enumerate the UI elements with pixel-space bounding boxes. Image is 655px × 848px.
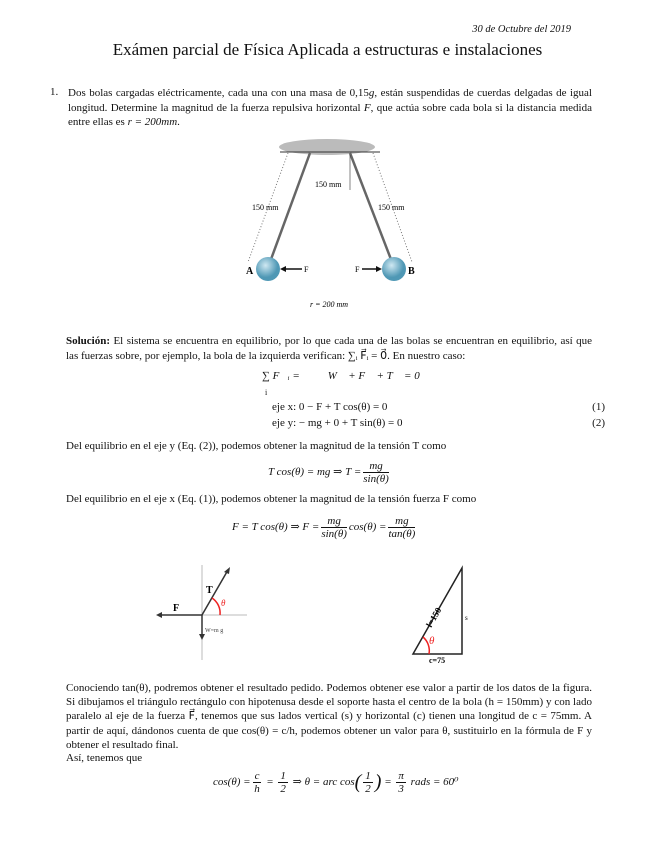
page-title: Exámen parcial de Física Aplicada a estructuras e instalaciones bbox=[112, 40, 543, 59]
var: g bbox=[368, 87, 375, 99]
numerator: mg bbox=[388, 515, 415, 528]
conclusion-paragraph: Conociendo tan(θ), podremos obtener el resultado pedido. Podemos obtener ese valor a partir de los datos de la figura. Si dibujamos el triángulo rectángulo con hipotenusa desde el soporte hasta el centro de la bola (h = 150mm) y con lado paralelo al eje de la fuerza F⃗, tenemos que sus lados vertical (s) y horizontal (c) tienen una longitud de c = 75mm. A partir de aquí, dándonos cuenta de que cos(θ) = c/h, podemos obtener un valor para θ, sustituirlo en la fórmula de F y obtener el resultado final. bbox=[66, 682, 592, 751]
text: El sistema se encuentra en equilibrio, por lo que cada una de las bolas se encuentran en equilibrio, así que las fuerzas sobre, por ejemplo, la bola de la izquierda verifican: ∑ᵢ F⃗ᵢ = 0⃗. En nuestro caso: bbox=[66, 335, 592, 362]
numerator: 1 bbox=[280, 770, 286, 782]
ceiling bbox=[279, 139, 375, 155]
text-force: Del equilibrio en el eje x (Eq. (1)), podemos obtener la magnitud de la tensión fuerza F como bbox=[66, 493, 477, 505]
ball-a bbox=[256, 257, 280, 281]
equation-sum bbox=[262, 370, 428, 382]
label-s: s bbox=[465, 614, 468, 622]
label-w: W=m g bbox=[205, 628, 224, 634]
text-asi: Así, tenemos que bbox=[66, 752, 143, 764]
triangle-diagram bbox=[405, 562, 485, 667]
text: W⃗ + F⃗ + T⃗ = 0⃗ bbox=[327, 370, 429, 382]
equation-tension bbox=[268, 460, 391, 485]
solution-heading: Solución: bbox=[66, 335, 111, 347]
force-right-label: F bbox=[355, 265, 360, 274]
numerator: mg bbox=[363, 460, 389, 473]
text: Dos bolas cargadas eléctricamente, cada una con una masa de 0,15 bbox=[68, 87, 369, 99]
denominator: tan(θ) bbox=[388, 528, 416, 540]
equation-number-1: (1) bbox=[592, 401, 605, 413]
text: ⇒ θ = arc cos bbox=[292, 776, 355, 789]
label-hypotenuse: l=150 bbox=[424, 605, 444, 629]
denominator: sin(θ) bbox=[363, 473, 389, 485]
label-right: 150 mm bbox=[378, 203, 405, 212]
text: , que actúa sobre cada bola si la distancia medida entre ellas es bbox=[68, 101, 592, 129]
solution-intro bbox=[66, 334, 592, 363]
angle-arc bbox=[212, 598, 220, 615]
denominator: h bbox=[254, 783, 260, 795]
free-body-diagram bbox=[150, 560, 260, 665]
var: F bbox=[363, 101, 371, 114]
pendulum-figure bbox=[230, 135, 430, 310]
label-theta: θ bbox=[429, 635, 435, 647]
label-c: c=75 bbox=[429, 656, 446, 665]
text: cos(θ) = bbox=[348, 521, 387, 534]
label-b: B bbox=[408, 266, 415, 277]
final-equation: cos(θ) = $\frac{c}{h}$ = $\frac{1}{2}$ ⇒ θ = arc cos( $\frac{1}{2}$ ) = $\frac{\pi}{3}$ rads = 60⁰ bbox=[213, 770, 459, 795]
label-theta: θ bbox=[221, 598, 226, 608]
denominator: 2 bbox=[280, 783, 286, 795]
label-t: T bbox=[206, 585, 213, 596]
label-left: 150 mm bbox=[252, 203, 279, 212]
denominator: sin(θ) bbox=[321, 528, 347, 540]
text: F = T cos(θ) ⇒ F = bbox=[232, 521, 320, 534]
label-f: F bbox=[173, 603, 180, 614]
text: , están suspendidas de cuerdas delgadas de igual longitud. Determine la magnitud de la fuerza repulsiva horizontal bbox=[68, 87, 592, 114]
ball-b bbox=[382, 257, 406, 281]
label-top: 150 mm bbox=[315, 180, 342, 189]
text-tension: Del equilibrio en el eje y (Eq. (2)), podemos obtener la magnitud de la tensión T como bbox=[66, 440, 447, 452]
problem-number: 1. bbox=[50, 86, 59, 98]
text: rads = 60⁰ bbox=[410, 776, 459, 789]
equation-1: eje x: 0 − F + T cos(θ) = 0 bbox=[272, 401, 388, 413]
denominator: 3 bbox=[398, 783, 404, 795]
problem-statement bbox=[68, 86, 592, 130]
equation-number-2: (2) bbox=[592, 417, 605, 429]
text: T cos(θ) = mg ⇒ T = bbox=[268, 466, 362, 479]
var: r = 200mm bbox=[127, 116, 178, 129]
subscript: i bbox=[265, 388, 268, 397]
date: 30 de Octubre del 2019 bbox=[472, 24, 571, 35]
label-a: A bbox=[246, 266, 254, 277]
denominator: 2 bbox=[365, 783, 371, 795]
text: ∑ F⃗ᵢ = bbox=[262, 370, 300, 382]
numerator: π bbox=[398, 770, 404, 782]
label-distance: r = 200 mm bbox=[310, 300, 349, 309]
numerator: mg bbox=[321, 515, 347, 528]
equation-2: eje y: − mg + 0 + T sin(θ) = 0 bbox=[272, 417, 403, 429]
text: cos(θ) = bbox=[213, 776, 251, 789]
force-left-label: F bbox=[304, 265, 309, 274]
numerator: c bbox=[254, 770, 260, 782]
equation-force bbox=[232, 515, 417, 540]
text: . bbox=[177, 116, 180, 129]
numerator: 1 bbox=[365, 770, 371, 782]
